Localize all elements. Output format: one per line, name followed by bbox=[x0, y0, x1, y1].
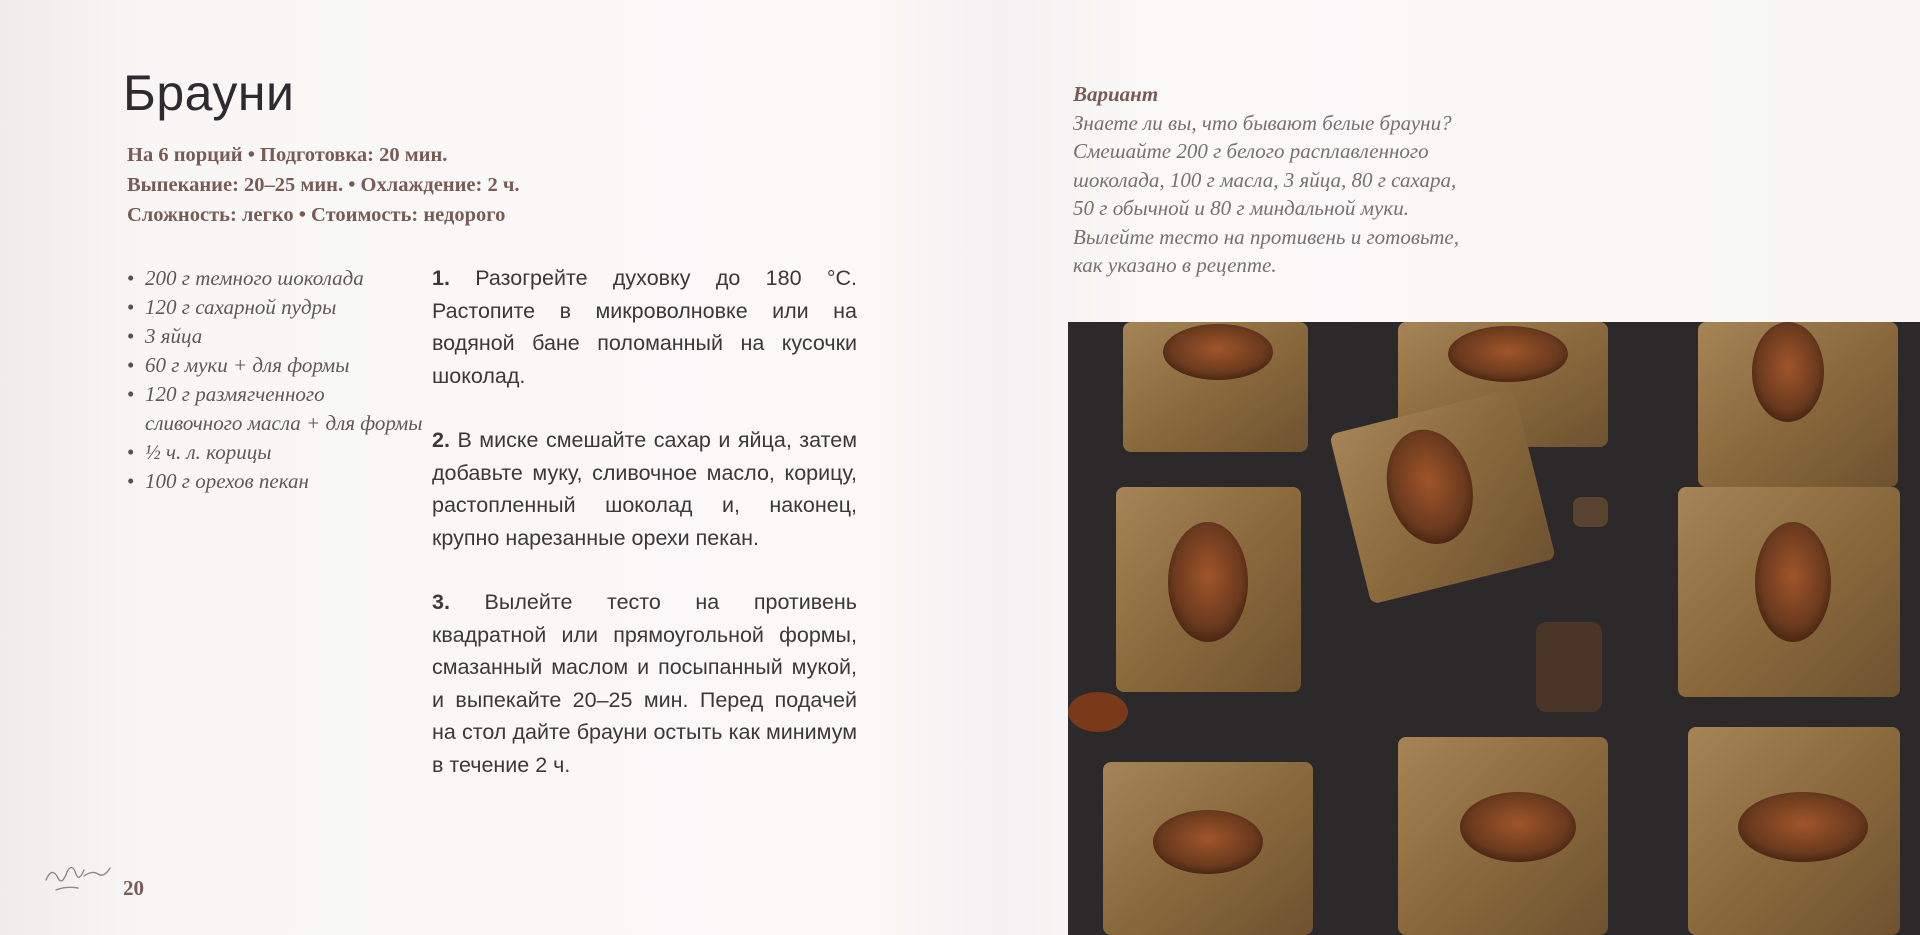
variant-line: Знаете ли вы, что бывают белые брауни? bbox=[1073, 110, 1452, 135]
brownie bbox=[1678, 487, 1900, 697]
meta-line: Сложность: легко • Стоимость: недорого bbox=[127, 204, 506, 226]
brownie bbox=[1103, 762, 1313, 935]
step-text: В миске смешайте сахар и яйца, затем добавьте муку, сливочное масло, корицу, растопленный шоколад и, наконец, крупно нарезанные орехи пекан. bbox=[432, 428, 857, 550]
meta-line: На 6 порций • Подготовка: 20 мин. bbox=[127, 144, 448, 166]
step-2 bbox=[432, 424, 857, 554]
step-1 bbox=[432, 262, 857, 392]
ingredient-item: • 100 г орехов пекан bbox=[127, 467, 427, 496]
brownie bbox=[1123, 322, 1308, 452]
pecan-half bbox=[1068, 692, 1128, 732]
variant-box bbox=[1073, 80, 1633, 280]
ingredient-item: • 200 г темного шоколада bbox=[127, 264, 427, 293]
variant-line: 50 г обычной и 80 г миндальной муки. bbox=[1073, 196, 1409, 220]
recipe-meta bbox=[127, 140, 687, 230]
ingredient-item: • ½ ч. л. корицы bbox=[127, 438, 427, 467]
ingredients-list bbox=[127, 264, 427, 496]
step-3 bbox=[432, 586, 857, 781]
step-text: Разогрейте духовку до 180 °С. Растопите в микроволновке или на водяной бане поломанный на кусочки шоколад. bbox=[432, 266, 857, 388]
instructions bbox=[432, 262, 857, 813]
brownie-crumb bbox=[1536, 622, 1602, 712]
variant-line: Вылейте тесто на противень и готовьте, bbox=[1073, 224, 1459, 249]
variant-line: как указано в рецепте. bbox=[1073, 253, 1277, 277]
page-number: 20 bbox=[123, 876, 144, 900]
recipe-title: Брауни bbox=[123, 65, 295, 121]
ingredient-item: • 3 яйца bbox=[127, 322, 427, 351]
brownie bbox=[1698, 322, 1898, 487]
brownies-illustration bbox=[1068, 322, 1920, 935]
ingredient-item: • 60 г муки + для формы bbox=[127, 351, 427, 380]
brownie bbox=[1116, 487, 1301, 692]
ingredient-item: • 120 г сахарной пудры bbox=[127, 293, 427, 322]
brownies-photo bbox=[1068, 322, 1920, 935]
brownie bbox=[1688, 727, 1900, 935]
ingredient-item: • 120 г размягченного сливочного масла + для формы bbox=[127, 380, 427, 438]
step-text: Вылейте тесто на противень квадратной или прямоугольной формы, смазанный маслом и посыпанный мукой, и выпекайте 20–25 мин. Перед подачей на стол дайте брауни остыть как минимум в течение 2 ч. bbox=[432, 590, 857, 777]
brownie-crumb bbox=[1573, 497, 1608, 527]
step-number: 1. bbox=[432, 266, 450, 290]
step-number: 2. bbox=[432, 428, 450, 452]
variant-line: шоколада, 100 г масла, 3 яйца, 80 г сахара, bbox=[1073, 167, 1457, 192]
variant-line: Смешайте 200 г белого расплавленного bbox=[1073, 139, 1429, 163]
meta-line: Выпекание: 20–25 мин. • Охлаждение: 2 ч. bbox=[127, 174, 520, 196]
brownie bbox=[1398, 737, 1608, 935]
variant-title: Вариант bbox=[1073, 82, 1159, 106]
step-number: 3. bbox=[432, 590, 450, 614]
